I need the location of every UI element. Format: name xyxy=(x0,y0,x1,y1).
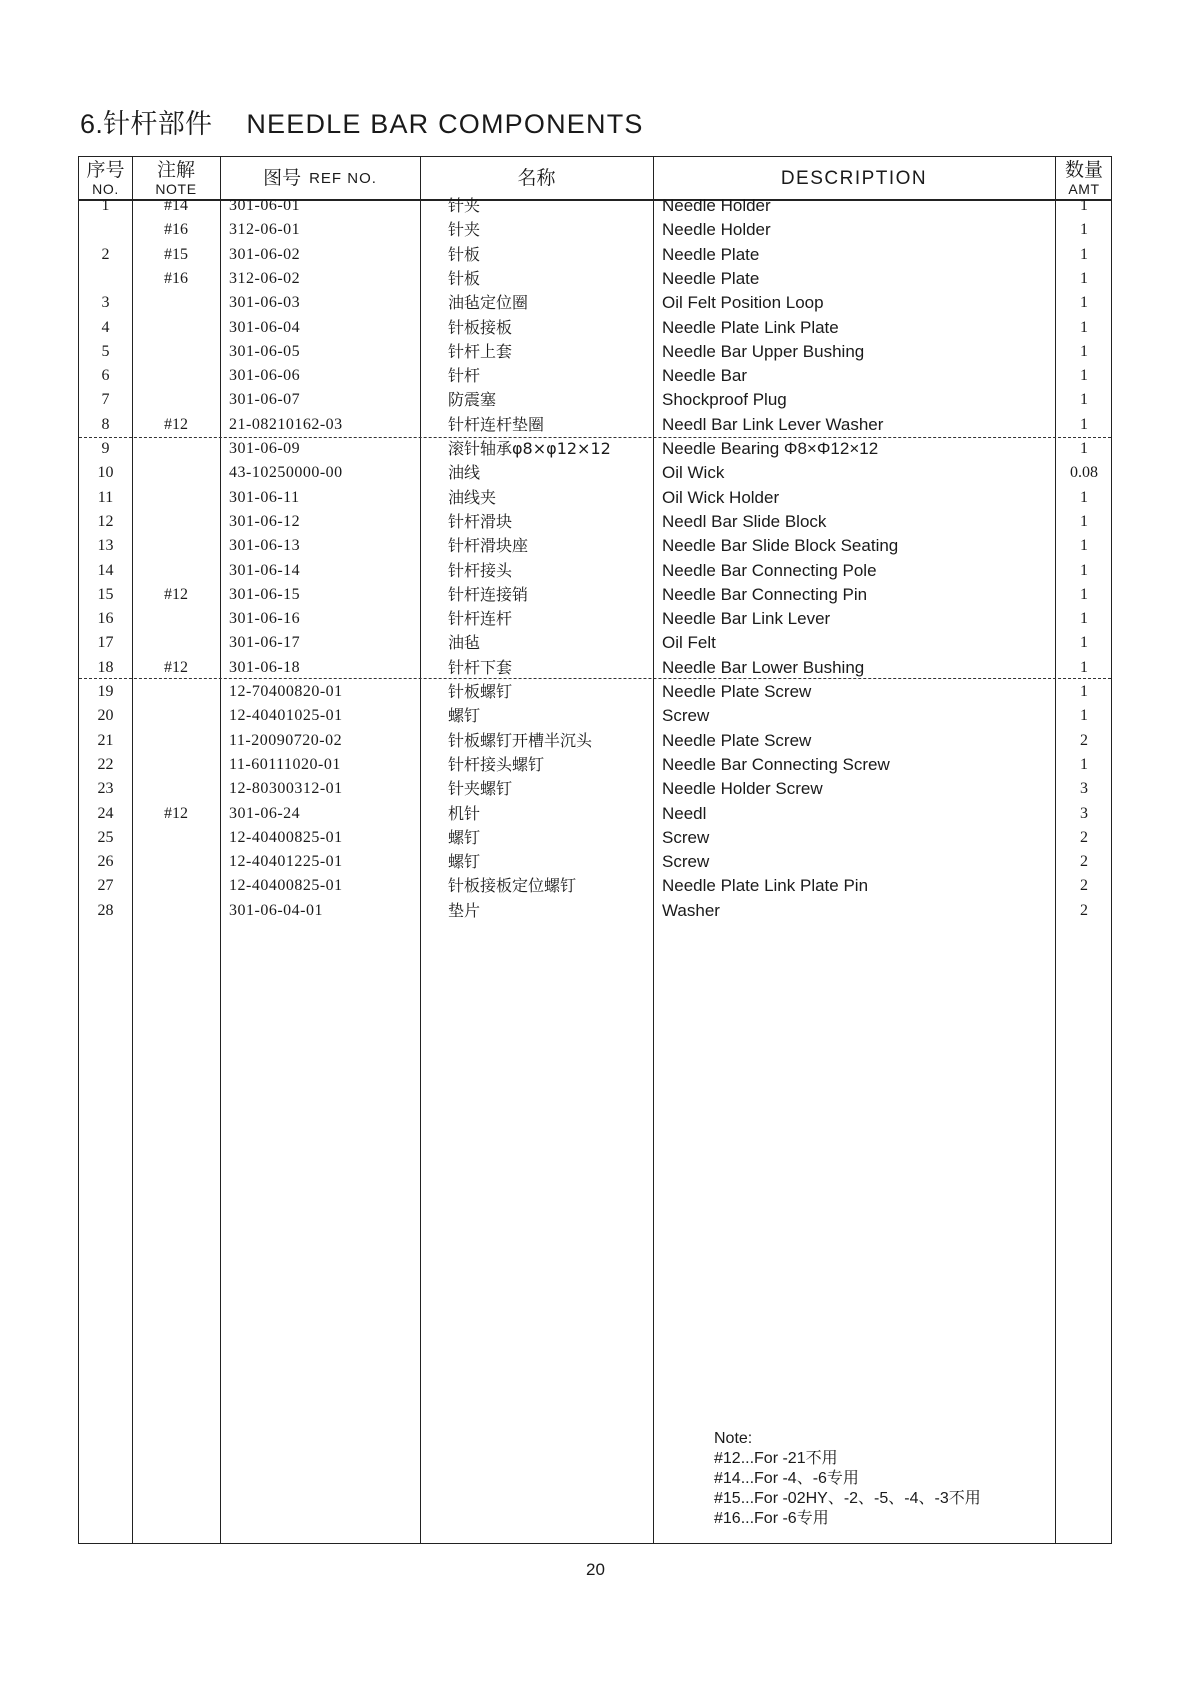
item-number: 8 xyxy=(101,415,110,433)
item-number: 28 xyxy=(97,901,114,919)
item-amount: 2 xyxy=(1080,828,1088,846)
item-note: #12 xyxy=(164,585,188,603)
header-amt-en: AMT xyxy=(1068,180,1100,197)
item-number: 27 xyxy=(97,877,114,895)
item-number: 9 xyxy=(101,440,110,457)
item-description: Oil Wick xyxy=(662,463,725,483)
item-ref-no: 301-06-12 xyxy=(229,512,301,530)
item-amount: 1 xyxy=(1080,488,1088,506)
item-description: Needle Bar Slide Block Seating xyxy=(662,536,899,556)
item-number: 22 xyxy=(97,755,114,773)
item-name-cn: 油线夹 xyxy=(448,487,497,507)
item-ref-no: 11-20090720-02 xyxy=(229,731,343,749)
item-amount: 1 xyxy=(1080,269,1088,287)
item-number: 7 xyxy=(101,391,110,409)
header-description-text: DESCRIPTION xyxy=(780,167,928,189)
item-amount: 1 xyxy=(1080,512,1088,530)
item-description: Needle Plate Screw xyxy=(662,730,812,750)
item-name-cn: 针杆连接销 xyxy=(448,584,529,604)
item-amount: 2 xyxy=(1080,853,1088,871)
item-amount: 2 xyxy=(1080,731,1088,749)
item-note xyxy=(132,292,220,314)
item-name-cn: 针杆接头螺钉 xyxy=(448,754,545,774)
header-note-en: NOTE xyxy=(155,180,197,197)
item-description: Oil Wick Holder xyxy=(662,487,780,507)
item-name-cn: 针杆滑块 xyxy=(448,511,513,531)
note-line: #12...For -21不用 xyxy=(714,1450,838,1467)
note-line: #16...For -6专用 xyxy=(714,1510,829,1527)
item-description: Needle Plate Link Plate xyxy=(662,317,839,337)
item-number: 14 xyxy=(97,561,114,579)
item-name-cn: 针杆 xyxy=(448,366,481,386)
item-name-cn: 针板螺钉开槽半沉头 xyxy=(448,730,593,750)
header-ref-en: REF NO. xyxy=(309,169,377,187)
item-note xyxy=(132,900,220,922)
item-amount: 1 xyxy=(1080,537,1088,555)
item-number: 17 xyxy=(97,634,114,652)
column-divider xyxy=(653,157,654,1543)
item-ref-no: 301-06-24 xyxy=(229,804,301,822)
item-note: #16 xyxy=(164,221,188,239)
item-description: Needle Holder Screw xyxy=(662,779,823,799)
column-divider xyxy=(420,157,421,1543)
item-note xyxy=(132,875,220,897)
item-number: 2 xyxy=(101,245,110,263)
item-name-cn: 针夹 xyxy=(448,196,481,215)
item-name-cn: 油毡定位圈 xyxy=(448,293,529,313)
item-description: Needle Bar Connecting Screw xyxy=(662,754,890,774)
header-description xyxy=(653,157,1055,199)
item-number: 13 xyxy=(97,537,114,555)
notes-block xyxy=(714,1429,981,1529)
note-line: #14...For -4、-6专用 xyxy=(714,1470,859,1487)
item-ref-no: 301-06-17 xyxy=(229,634,301,652)
item-ref-no: 12-40400825-01 xyxy=(229,828,343,846)
header-name-cn: 名称 xyxy=(517,166,556,189)
item-name-cn: 针杆滑块座 xyxy=(448,536,529,556)
item-amount: 0.08 xyxy=(1070,464,1098,482)
item-amount: 1 xyxy=(1080,610,1088,628)
item-amount: 1 xyxy=(1080,367,1088,385)
item-ref-no: 12-40401025-01 xyxy=(229,707,343,725)
item-number: 26 xyxy=(97,853,114,871)
parts-table xyxy=(78,156,1112,1544)
header-ref-cn: 图号 xyxy=(263,166,302,189)
item-ref-no: 301-06-02 xyxy=(229,245,301,263)
header-note xyxy=(132,157,220,199)
item-note xyxy=(132,511,220,533)
header-no xyxy=(79,157,132,199)
item-description: Screw xyxy=(662,706,710,726)
item-name-cn: 针杆上套 xyxy=(448,341,513,361)
item-note xyxy=(132,462,220,484)
item-note xyxy=(132,341,220,363)
item-number: 15 xyxy=(97,585,114,603)
item-amount: 1 xyxy=(1080,658,1088,676)
item-amount: 1 xyxy=(1080,440,1088,457)
item-number: 11 xyxy=(97,488,114,506)
item-note xyxy=(132,705,220,727)
item-name-cn: 垫片 xyxy=(448,900,481,920)
item-number: 21 xyxy=(97,731,114,749)
note-line: #15...For -02HY、-2、-5、-4、-3不用 xyxy=(714,1490,981,1507)
item-ref-no: 301-06-13 xyxy=(229,537,301,555)
item-ref-no: 301-06-03 xyxy=(229,294,301,312)
item-ref-no: 301-06-06 xyxy=(229,367,301,385)
item-description: Needle Bar Lower Bushing xyxy=(662,657,865,677)
item-note xyxy=(132,365,220,387)
item-note: #12 xyxy=(164,658,188,676)
item-ref-no: 301-06-14 xyxy=(229,561,301,579)
item-description: Needle Holder xyxy=(662,196,771,215)
item-amount: 1 xyxy=(1080,634,1088,652)
item-ref-no: 12-80300312-01 xyxy=(229,780,343,798)
item-amount: 1 xyxy=(1080,221,1088,239)
item-description: Washer xyxy=(662,900,720,920)
item-ref-no: 43-10250000-00 xyxy=(229,464,343,482)
item-amount: 1 xyxy=(1080,561,1088,579)
header-note-cn: 注解 xyxy=(156,158,195,181)
item-amount: 1 xyxy=(1080,683,1088,700)
item-description: Needle Bar xyxy=(662,366,748,386)
item-description: Needl Bar Slide Block xyxy=(662,511,827,531)
item-ref-no: 11-60111020-01 xyxy=(229,755,341,773)
item-number xyxy=(79,219,132,241)
item-number: 18 xyxy=(97,658,114,676)
item-note xyxy=(132,851,220,873)
item-ref-no: 21-08210162-03 xyxy=(229,415,343,433)
item-name-cn: 针夹 xyxy=(448,220,481,240)
item-note: #16 xyxy=(164,269,188,287)
item-ref-no: 301-06-05 xyxy=(229,342,301,360)
item-number: 12 xyxy=(97,512,114,530)
item-amount: 1 xyxy=(1080,707,1088,725)
item-note xyxy=(132,317,220,339)
item-amount: 1 xyxy=(1080,197,1088,214)
page-title xyxy=(80,102,644,141)
header-name xyxy=(420,157,653,199)
item-ref-no: 12-40401225-01 xyxy=(229,853,343,871)
item-ref-no: 12-70400820-01 xyxy=(229,683,343,700)
item-description: Needle Bearing Φ8×Φ12×12 xyxy=(662,439,879,458)
item-description: Shockproof Plug xyxy=(662,390,787,410)
title-cn: 针杆部件 xyxy=(103,109,213,139)
item-name-cn: 针板接板 xyxy=(448,317,513,337)
item-note xyxy=(132,778,220,800)
item-note xyxy=(132,632,220,654)
header-amt-cn: 数量 xyxy=(1064,158,1103,181)
column-divider xyxy=(220,157,221,1543)
item-amount: 1 xyxy=(1080,342,1088,360)
item-number: 1 xyxy=(101,197,110,214)
item-name-cn: 油线 xyxy=(448,463,481,483)
item-amount: 1 xyxy=(1080,585,1088,603)
item-note xyxy=(132,535,220,557)
item-note xyxy=(132,681,220,703)
item-number xyxy=(79,268,132,290)
header-ref xyxy=(220,157,420,199)
item-ref-no: 312-06-02 xyxy=(229,269,301,287)
item-note xyxy=(132,608,220,630)
item-amount: 1 xyxy=(1080,391,1088,409)
item-amount: 1 xyxy=(1080,245,1088,263)
item-description: Needle Bar Upper Bushing xyxy=(662,341,865,361)
item-amount: 2 xyxy=(1080,901,1088,919)
item-note xyxy=(132,827,220,849)
item-ref-no: 301-06-18 xyxy=(229,658,301,676)
title-en: NEEDLE BAR COMPONENTS xyxy=(246,109,644,139)
item-name-cn: 螺钉 xyxy=(448,827,481,847)
item-name-cn: 针板螺钉 xyxy=(448,682,513,701)
item-ref-no: 301-06-16 xyxy=(229,610,301,628)
item-note xyxy=(132,754,220,776)
item-note xyxy=(132,438,220,460)
item-ref-no: 301-06-11 xyxy=(229,488,300,506)
item-ref-no: 301-06-09 xyxy=(229,440,301,457)
item-name-cn: 针板 xyxy=(448,244,481,264)
item-name-cn: 针板接板定位螺钉 xyxy=(448,876,577,896)
page-number: 20 xyxy=(586,1560,605,1579)
item-ref-no: 312-06-01 xyxy=(229,221,301,239)
item-name-cn: 针夹螺钉 xyxy=(448,779,513,799)
item-description: Needl Bar Link Lever Washer xyxy=(662,414,884,434)
item-amount: 2 xyxy=(1080,877,1088,895)
item-ref-no: 301-06-04-01 xyxy=(229,901,323,919)
item-description: Oil Felt xyxy=(662,633,716,653)
item-ref-no: 301-06-15 xyxy=(229,585,301,603)
item-note xyxy=(132,487,220,509)
item-note: #12 xyxy=(164,415,188,433)
item-number: 10 xyxy=(97,464,114,482)
item-description: Needle Plate xyxy=(662,268,760,288)
item-note xyxy=(132,560,220,582)
item-name-cn: 螺钉 xyxy=(448,706,481,726)
item-name-cn: 针杆连杆垫圈 xyxy=(448,414,545,434)
item-name-cn: 油毡 xyxy=(448,633,481,653)
item-ref-no: 301-06-07 xyxy=(229,391,301,409)
item-description: Needle Bar Link Lever xyxy=(662,609,831,629)
item-note: #15 xyxy=(164,245,188,263)
item-number: 23 xyxy=(97,780,114,798)
item-number: 3 xyxy=(101,294,110,312)
item-number: 25 xyxy=(97,828,114,846)
item-amount: 3 xyxy=(1080,804,1088,822)
item-description: Needle Plate xyxy=(662,244,760,264)
item-number: 24 xyxy=(97,804,114,822)
section-number: 6. xyxy=(80,109,104,139)
item-note xyxy=(132,389,220,411)
item-name-cn: 螺钉 xyxy=(448,852,481,872)
item-number: 5 xyxy=(101,342,110,360)
item-name-cn: 针杆下套 xyxy=(448,657,513,677)
item-description: Needle Plate Screw xyxy=(662,682,812,701)
item-name-cn: 机针 xyxy=(448,803,481,823)
item-description: Screw xyxy=(662,852,710,872)
item-name-cn: 针板 xyxy=(448,268,481,288)
header-no-cn: 序号 xyxy=(86,158,125,181)
notes-heading: Note: xyxy=(714,1430,753,1447)
item-description: Needle Bar Connecting Pole xyxy=(662,560,877,580)
item-description: Needle Bar Connecting Pin xyxy=(662,584,868,604)
item-note xyxy=(132,730,220,752)
item-number: 20 xyxy=(97,707,114,725)
header-no-en: NO. xyxy=(92,180,119,197)
item-description: Needl xyxy=(662,803,707,823)
header-amt xyxy=(1055,157,1113,199)
item-description: Screw xyxy=(662,827,710,847)
item-description: Oil Felt Position Loop xyxy=(662,293,824,313)
item-description: Needle Plate Link Plate Pin xyxy=(662,876,869,896)
item-name-cn: 针杆连杆 xyxy=(448,609,513,629)
item-description: Needle Holder xyxy=(662,220,771,240)
item-ref-no: 301-06-04 xyxy=(229,318,301,336)
item-ref-no: 301-06-01 xyxy=(229,197,301,214)
item-amount: 1 xyxy=(1080,755,1088,773)
item-amount: 1 xyxy=(1080,318,1088,336)
item-amount: 1 xyxy=(1080,294,1088,312)
item-amount: 3 xyxy=(1080,780,1088,798)
item-number: 16 xyxy=(97,610,114,628)
item-note: #14 xyxy=(164,197,188,214)
item-amount: 1 xyxy=(1080,415,1088,433)
item-note: #12 xyxy=(164,804,188,822)
item-name-cn: 针杆接头 xyxy=(448,560,513,580)
item-ref-no: 12-40400825-01 xyxy=(229,877,343,895)
item-number: 19 xyxy=(97,683,114,700)
item-name-cn: 防震塞 xyxy=(448,390,497,410)
item-name-cn: 滚针轴承φ8×φ12×12 xyxy=(448,439,611,458)
item-number: 4 xyxy=(101,318,110,336)
item-number: 6 xyxy=(101,367,110,385)
